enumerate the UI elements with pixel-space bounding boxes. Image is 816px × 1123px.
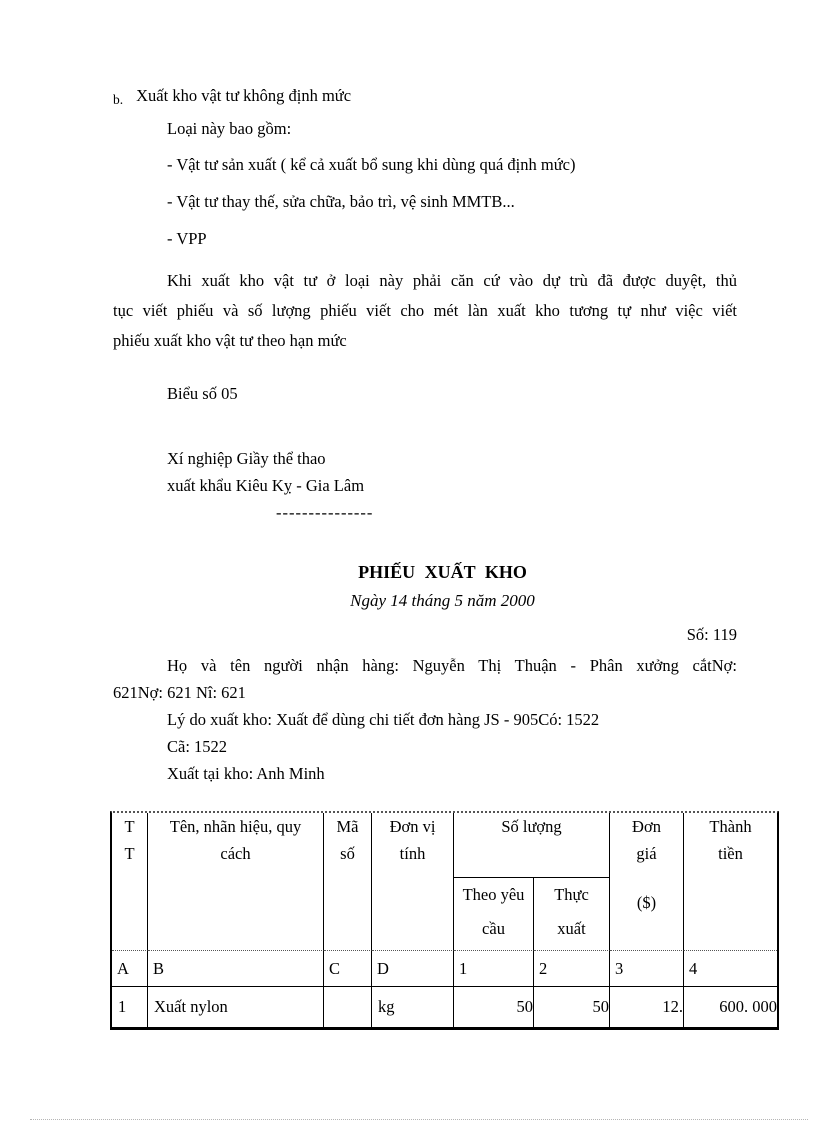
cell-tt: 1 <box>112 987 148 1028</box>
cell-amount: 600. 000 <box>684 987 777 1028</box>
cell-unit: kg <box>372 987 454 1028</box>
paragraph-line: tục viết phiếu và số lượng phiếu viết cho mét làn xuất kho tương tự như việc viết <box>113 301 737 320</box>
index-cell: A <box>112 951 148 987</box>
section-b-marker: b. <box>113 92 124 107</box>
header-quantity: Số lượng <box>454 813 610 878</box>
header-name: Tên, nhãn hiệu, quy cách <box>148 813 324 951</box>
table-row <box>112 987 777 1028</box>
section-b-title: Xuất kho vật tư không định mức <box>136 86 352 105</box>
cell-qty-requested: 50 <box>454 987 534 1028</box>
document-number: Số: 119 <box>686 625 737 644</box>
cell-unit-price: 12. <box>610 987 684 1028</box>
header-qty-requested: Theo yêu cầu <box>454 878 534 951</box>
page-boundary-dotted-line <box>30 1119 808 1120</box>
index-cell: B <box>148 951 324 987</box>
title-block <box>110 560 775 614</box>
header-unit: Đơn vị tính <box>372 813 454 951</box>
index-cell: C <box>324 951 372 987</box>
body-paragraph <box>113 266 737 356</box>
dash-divider: --------------- <box>276 503 374 522</box>
index-cell: 3 <box>610 951 684 987</box>
header-qty-actual: Thực xuất <box>534 878 610 951</box>
header-tt <box>112 813 148 951</box>
page-content <box>113 86 777 1030</box>
intro-line: Loại này bao gồm: <box>167 119 292 138</box>
index-cell: 4 <box>684 951 777 987</box>
bullet-item: - Vật tư thay thế, sửa chữa, bảo trì, vệ sinh MMTB... <box>167 192 515 211</box>
section-b-heading <box>113 86 737 107</box>
bullet-item: - Vật tư sản xuất ( kể cả xuất bổ sung khi dùng quá định mức) <box>167 155 576 174</box>
index-cell: D <box>372 951 454 987</box>
index-cell: 1 <box>454 951 534 987</box>
header-unit-price: Đơn giá ($) <box>610 813 684 951</box>
reason-line: Lý do xuất kho: Xuất để dùng chi tiết đơn hàng JS - 905Có: 1522 <box>167 710 600 729</box>
header-code: Mã số <box>324 813 372 951</box>
document-title: PHIẾU XUẤT KHO <box>358 562 527 582</box>
paragraph-line: Khi xuất kho vật tư ở loại này phải căn cứ vào dự trù đã được duyệt, thủ <box>167 271 737 290</box>
header-currency: ($) <box>636 893 657 912</box>
cell-code <box>324 987 372 1028</box>
table-header-row <box>112 813 777 878</box>
column-index-row <box>112 951 777 987</box>
header-amount: Thành tiền <box>684 813 777 951</box>
info-block <box>113 652 737 787</box>
cell-name: Xuất nylon <box>148 987 324 1028</box>
form-number-label: Biểu số 05 <box>167 384 238 403</box>
company-name-line: Xí nghiệp Giầy thể thao <box>167 449 326 468</box>
credit-account-line: Cã: 1522 <box>167 737 228 756</box>
company-name-line: xuất khẩu Kiêu Kỵ - Gia Lâm <box>167 476 365 495</box>
index-cell: 2 <box>534 951 610 987</box>
paragraph-line: phiếu xuất kho vật tư theo hạn mức <box>113 331 347 350</box>
debit-accounts-line: 621Nợ: 621 Nî: 621 <box>113 683 246 702</box>
warehouse-line: Xuất tại kho: Anh Minh <box>167 764 325 783</box>
header-tt-line: T <box>124 817 135 836</box>
export-slip-table <box>110 811 779 1030</box>
recipient-line: Họ và tên người nhận hàng: Nguyễn Thị Thuận - Phân xưởng cắtNợ: <box>167 656 737 675</box>
document-date: Ngày 14 tháng 5 năm 2000 <box>350 591 535 610</box>
cell-qty-actual: 50 <box>534 987 610 1028</box>
company-block <box>167 445 737 526</box>
header-tt-line: T <box>124 844 135 863</box>
bullet-item: - VPP <box>167 229 207 248</box>
